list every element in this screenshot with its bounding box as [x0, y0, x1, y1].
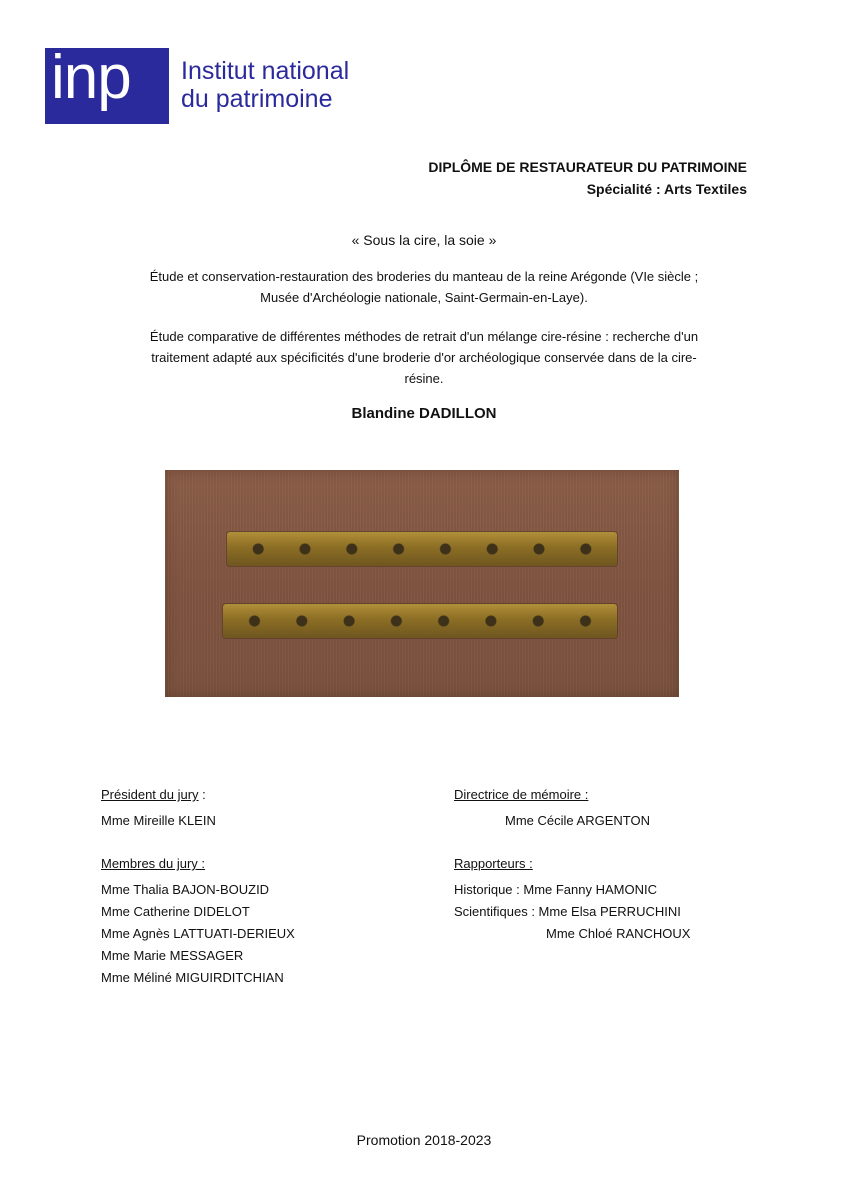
director-label: Directrice de mémoire : — [454, 787, 589, 802]
member-name: Mme Méliné MIGUIRDITCHIAN — [101, 970, 284, 985]
president-name: Mme Mireille KLEIN — [101, 813, 216, 828]
specialty: Spécialité : Arts Textiles — [586, 181, 747, 197]
thesis-subtitle-1 — [100, 266, 748, 308]
thesis-subtitle-2 — [100, 326, 748, 389]
reporter-historique: Historique : Mme Fanny HAMONIC — [454, 882, 657, 897]
embroidery-photo — [165, 470, 679, 697]
diploma-header — [428, 156, 747, 200]
president-label-suffix: : — [198, 787, 206, 802]
member-name: Mme Thalia BAJON-BOUZID — [101, 882, 270, 897]
director-name: Mme Cécile ARGENTON — [505, 813, 650, 828]
reporter-scientifique-1: Scientifiques : Mme Elsa PERRUCHINI — [454, 904, 681, 919]
president-block — [101, 784, 216, 832]
logo-line-2: du patrimoine — [181, 85, 333, 113]
author-name: Blandine DADILLON — [351, 405, 497, 422]
logo-mark-text: inp — [51, 43, 131, 112]
member-name: Mme Marie MESSAGER — [101, 948, 244, 963]
member-name: Mme Agnès LATTUATI-DERIEUX — [101, 926, 295, 941]
subtitle-1-line-a: Étude et conservation-restauration des broderies du manteau de la reine Arégonde (VIe siècle ; — [149, 269, 699, 284]
diploma-title: DIPLÔME DE RESTAURATEUR DU PATRIMOINE — [428, 159, 747, 175]
logo-wordmark — [181, 57, 349, 113]
embroidery-band-upper — [227, 532, 617, 566]
reporter-scientifique-2: Mme Chloé RANCHOUX — [546, 926, 691, 941]
subtitle-2-line-a: Étude comparative de différentes méthodes de retrait d'un mélange cire-résine : recherche d'un — [149, 329, 699, 344]
president-heading — [101, 784, 216, 806]
promotion: Promotion 2018-2023 — [356, 1132, 492, 1148]
reporters-label: Rapporteurs : — [454, 856, 533, 871]
thesis-quote: « Sous la cire, la soie » — [351, 232, 497, 248]
subtitle-2-line-c: résine. — [404, 371, 444, 386]
member-name: Mme Catherine DIDELOT — [101, 904, 250, 919]
director-block — [454, 784, 650, 832]
inp-logo — [45, 43, 405, 124]
members-label: Membres du jury : — [101, 856, 206, 871]
logo-mark — [45, 43, 169, 124]
president-label: Président du jury — [101, 787, 199, 802]
reporters-block — [454, 853, 690, 945]
embroidery-band-lower — [223, 604, 617, 638]
subtitle-2-line-b: traitement adapté aux spécificités d'une broderie d'or archéologique conservée dans de la cire- — [151, 350, 697, 365]
subtitle-1-line-b: Musée d'Archéologie nationale, Saint-Germain-en-Laye). — [260, 290, 588, 305]
members-block — [101, 853, 295, 989]
logo-line-1: Institut national — [181, 57, 350, 85]
